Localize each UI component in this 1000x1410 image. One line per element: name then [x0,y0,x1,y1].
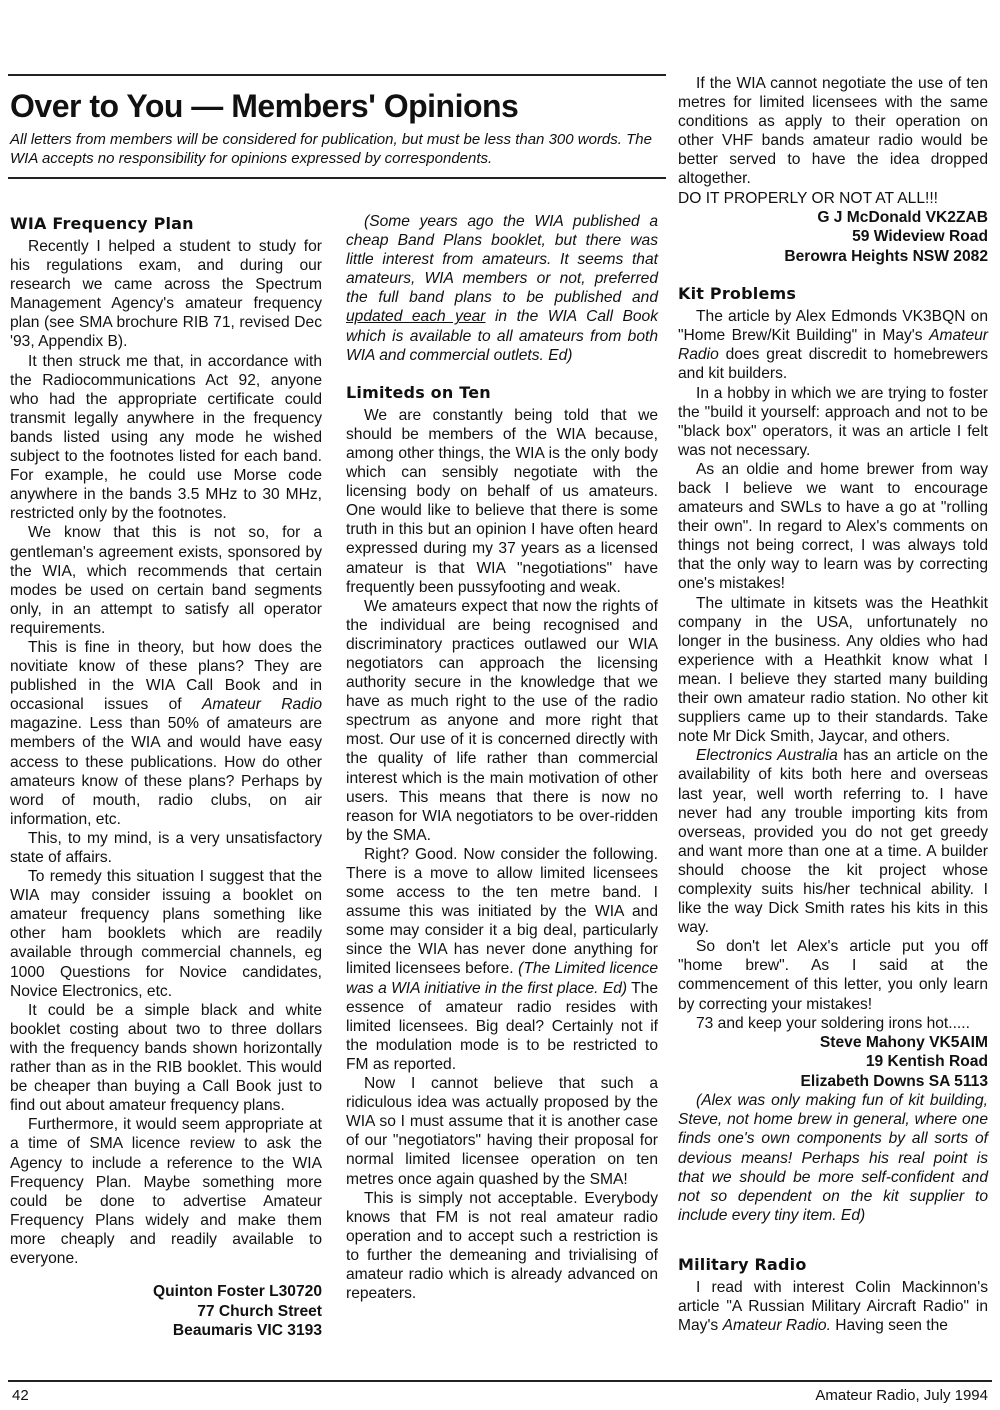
publication-name: Amateur Radio [201,696,323,714]
signature-street: 77 Church Street [197,1302,322,1320]
paragraph [10,638,322,829]
column-1 [10,214,322,1341]
publication-name: Electronics Australia [696,747,838,765]
intro-note: All letters from members will be considered for publication, but must be less than 300 words. The WIA accepts no responsibility for opinions expressed by correspondents. [10,131,652,167]
text-run: Right? Good. Now consider the following. There is a move to allow limited licensees some access to the ten metre band. I assume this was initiated by the WIA and some may consider it a big deal, particularly since the WIA has never done anything for limited licensees before. [346,845,658,978]
signature [10,1282,322,1341]
column-3 [678,74,988,1335]
signature-street: 19 Kentish Road [865,1053,988,1071]
top-rule [8,74,666,76]
signature-city: Beaumaris VIC 3193 [172,1322,322,1340]
paragraph: Recently I helped a student to study for his regulations exam, and during our research we came across the Spectrum Management Agency's amateur frequency plan (see SMA brochure RIB 71, revised Dec '93, Appendix B). [10,238,322,351]
page-title: Over to You — Members' Opinions [10,88,519,124]
editor-aside: (The Limited licence was a WIA initiative in the first place. Ed) [346,960,658,997]
paragraph: We know that this is not so, for a gentleman's agreement exists, sponsored by the WIA, which recommends that certain modes be used on certain band segments only, in an attempt to satisfy all operator requirements. [10,524,322,637]
page-number: 42 [12,1387,29,1404]
paragraph [678,307,988,383]
paragraph: As an oldie and home brewer from way back I believe we want to encourage amateurs and SWLs to have a go at "rolling their own". In regard to Alex's comments on things not being correct, I was always told that the only way to learn was by correcting one's mistakes! [678,460,988,593]
paragraph [678,746,988,937]
header-rule [8,177,666,179]
paragraph: We are constantly being told that we should be members of the WIA because, among other things, the WIA is the only body which can sensibly negotiate with the licensing body on behalf of us amateurs. One would like to believe that there is some truth in this but an opinion I have often heard expressed during my 37 years as a licensed amateur is that WIA "negotiations" have frequently been pussyfooting and weak. [346,406,658,596]
text-run: has an article on the availability of kits both here and overseas last year, well worth referring to. I have never had any trouble importing kits from overseas, provided you do not get greedy and want more than one at a time. A builder should choose the kit project whose complexity suits his/her technical ability. I like the way Dick Smith rates his kits in this way. [678,747,988,937]
text-run: Having seen the [830,1317,948,1335]
text-run: The essence of amateur radio resides with limited licensees. Big deal? Certainly not if the modulation mode is to be restricted to FM as reported. [346,979,659,1073]
paragraph: This, to my mind, is a very unsatisfactory state of affairs. [10,829,322,866]
underlined-text: updated each year [346,308,486,326]
paragraph: It could be a simple black and white booklet costing about two to three dollars with the frequency bands shown horizontally rather than as in the RIB booklet. This would be cheaper than buying a Call Book just to find out about amateur frequency plans. [10,1001,322,1115]
signature-city: Berowra Heights NSW 2082 [784,247,988,265]
editor-note [346,212,658,365]
paragraph: We amateurs expect that now the rights of the individual are being recognised and discriminatory practices outlawed our WIA negotiators can approach the licensing authority secure in the knowledge that we have as much right to the use of the radio spectrum as anyone and more right that most. Our use of it is concerned directly with the quality of life rather than commercial interest which is the main motivation of other users. This means that there is now no reason for WIA negotiators to be over-ridden by the SMA. [346,597,658,844]
paragraph [346,845,658,1074]
text-run: I read with interest Colin Mackinnon's article "A Russian Military Aircraft Radio" in May's [678,1278,988,1335]
letter-heading: Military Radio [678,1254,807,1274]
text-run: does great discredit to homebrewers and kit builders. [678,346,988,383]
text-run: magazine. Less than 50% of amateurs are members of the WIA and would have easy access to these publications. How do other amateurs know of these plans? Perhaps by word of mouth, radio clubs, on air information, etc. [10,715,322,828]
signature-street: 59 Wideview Road [852,228,988,246]
text-run: The article by Alex Edmonds VK3BQN on "Home Brew/Kit Building" in May's [678,308,988,345]
text-run: in the WIA Call Book which is available to all amateurs from both WIA and commercial outlets. Ed) [346,308,658,364]
publication-footer: Amateur Radio, July 1994 [815,1387,988,1404]
signature [678,208,988,267]
paragraph: Now I cannot believe that such a ridiculous idea was actually proposed by the WIA so I must assume that it is another case of our "negotiators" having their proposal for normal limited licensee operation on ten metres once again quashed by the SMA! [346,1075,658,1188]
article-header [10,88,660,168]
paragraph: If the WIA cannot negotiate the use of ten metres for limited licensees with the same conditions as apply to their operation on other VHF bands amateur radio would be better served to have the idea dropped altogether. [678,75,988,188]
text-run: (Some years ago the WIA published a cheap Band Plans booklet, but there was little interest from amateurs. It seems that amateurs, WIA members or not, preferred the full band plans to be published and [346,213,658,307]
publication-name: Amateur Radio [678,327,988,364]
paragraph: 73 and keep your soldering irons hot..... [696,1014,970,1032]
paragraph [678,1278,988,1335]
paragraph: DO IT PROPERLY OR NOT AT ALL!!! [678,189,938,207]
signature [678,1033,988,1092]
paragraph: It then struck me that, in accordance with the Radiocommunications Act 92, anyone who had the appropriate certificate could transmit legally anywhere in the frequency bands listed using any mode he wished subject to the footnotes listed for each band. For example, he could use Morse code anywhere in the bands 3.5 MHz to 30 MHz, restricted only by the footnotes. [10,352,322,523]
paragraph: This is simply not acceptable. Everybody knows that FM is not real amateur radio operation and to accept such a restriction is to further the demeaning and trivialising of amateur radio which is already advanced on repeaters. [346,1189,658,1303]
signature-name: Steve Mahony VK5AIM [819,1033,988,1051]
paragraph: Furthermore, it would seem appropriate at a time of SMA licence review to ask the Agency to include a reference to the WIA Frequency Plan. Maybe something more could be done to advertise Amateur Frequency Plans widely and make them more cheaply and readily available to everyone. [10,1116,322,1267]
paragraph: The ultimate in kitsets was the Heathkit company in the USA, unfortunately no longer in the business. Any oldies who had experience with a Heathkit know what I mean. I believe they started many building their own amateur radio station. No other kit suppliers came up to their standards. Take note Mr Dick Smith, Jaycar, and others. [678,594,988,746]
paragraph: In a hobby in which we are trying to foster the "build it yourself: approach and not to be "black box" operators, it was an article I felt was not necessary. [678,384,988,459]
paragraph: So don't let Alex's article put you off "home brew". As I said at the commencement of this letter, you only learn by correcting your mistakes! [678,938,988,1013]
letter-heading: WIA Frequency Plan [10,214,194,233]
footer-rule [8,1380,992,1382]
letter-heading: Limiteds on Ten [346,382,491,402]
letter-heading: Kit Problems [678,284,797,304]
text-run: This is fine in theory, but how does the novitiate know of these plans? They are published in the WIA Call Book and in occasional issues of [10,638,322,714]
paragraph: To remedy this situation I suggest that the WIA may consider issuing a booklet on amateur frequency plans something like other ham booklets which are readily available through commercial channels, eg 1000 Questions for Novice candidates, Novice Electronics, etc. [10,868,322,1000]
publication-name: Amateur Radio. [722,1317,831,1335]
signature-name: Quinton Foster L30720 [153,1283,322,1301]
signature-name: G J McDonald VK2ZAB [817,208,988,226]
signature-city: Elizabeth Downs SA 5113 [800,1072,988,1090]
column-2 [346,212,658,1303]
editor-note: (Alex was only making fun of kit building, Steve, not home brew in general, where one finds one's own components by all sorts of devious means! Perhaps his real point is that we should be more self-confident and not so dependent on the kit supplier to include every tiny item. Ed) [678,1092,988,1224]
